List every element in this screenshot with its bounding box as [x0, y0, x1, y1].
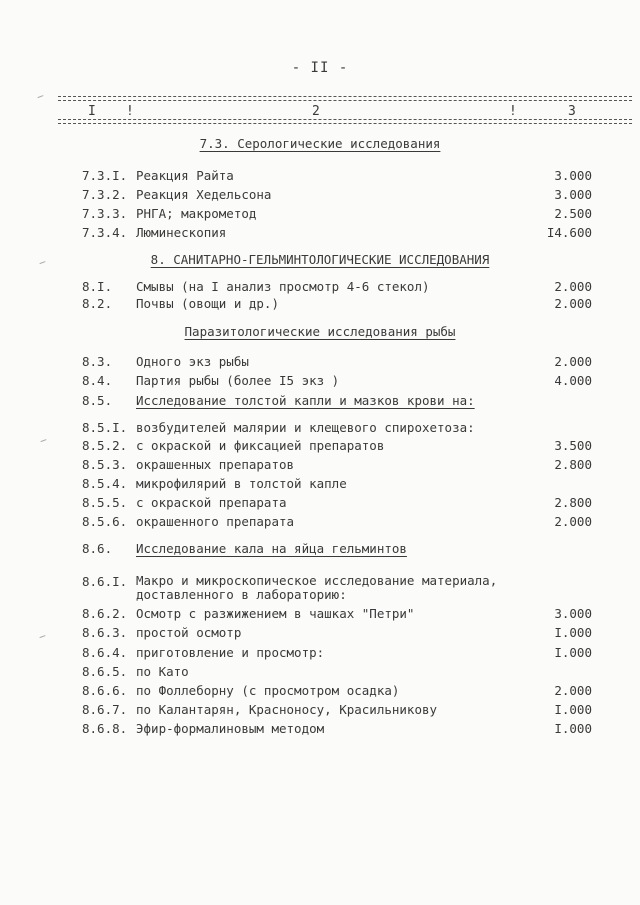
table-row [0, 683, 640, 701]
row-number: 8.5.2. [82, 438, 128, 453]
table-row [0, 702, 640, 720]
row-value: 3.000 [554, 168, 592, 183]
row-value: I4.600 [546, 225, 592, 240]
table-row [0, 206, 640, 224]
row-text-line-1: Макро и микроскопическое исследование материала, [136, 573, 498, 588]
row-number: 8.5.3. [82, 457, 128, 472]
row-text: по Като [136, 664, 189, 679]
table-row [0, 279, 640, 297]
row-text: окрашенного препарата [136, 514, 295, 529]
row-text-multiline [136, 574, 497, 602]
table-row [0, 393, 640, 411]
row-number: 8.5.I. [82, 420, 128, 435]
row-value: 4.000 [554, 373, 592, 388]
row-number: 8.5.4. [82, 476, 128, 491]
row-value: 2.000 [554, 354, 592, 369]
row-text-line-2: доставленного в лабораторию: [136, 587, 347, 602]
table-row [0, 296, 640, 314]
table-row [0, 514, 640, 532]
row-number: 8.2. [82, 296, 113, 311]
row-text: РНГА; макрометод [136, 206, 257, 221]
row-text: простой осмотр [136, 625, 242, 640]
row-number: 8.6.8. [82, 721, 128, 736]
table-row [0, 438, 640, 456]
row-text: Осмотр с разжижением в чашках "Петри" [136, 606, 415, 621]
row-number: 7.3.3. [82, 206, 128, 221]
table-row [0, 476, 640, 494]
row-value: I.000 [554, 625, 592, 640]
row-value: 3.000 [554, 187, 592, 202]
row-number: 7.3.I. [82, 168, 128, 183]
row-value: 2.800 [554, 495, 592, 510]
row-text: с окраской препарата [136, 495, 287, 510]
row-text: Люминескопия [136, 225, 227, 240]
header-col-3: 3 [568, 104, 576, 119]
header-sep-2: ! [509, 104, 517, 119]
row-text: Эфир-формалиновым методом [136, 721, 325, 736]
row-value: 3.500 [554, 438, 592, 453]
row-number: 7.3.4. [82, 225, 128, 240]
table-row [0, 625, 640, 643]
row-text: Реакция Хедельсона [136, 187, 272, 202]
header-col-1: I [88, 104, 96, 119]
section-serological: 7.3. Серологические исследования [199, 136, 441, 151]
table-row [0, 457, 640, 475]
row-number: 8.3. [82, 354, 113, 369]
row-value: 2.000 [554, 683, 592, 698]
row-value: 2.000 [554, 514, 592, 529]
row-text: Одного экз рыбы [136, 354, 249, 369]
section-sanitary-helminth: 8. САНИТАРНО-ГЕЛЬМИНТОЛОГИЧЕСКИЕ ИССЛЕДОВАНИЯ [150, 252, 490, 267]
table-row [0, 225, 640, 243]
page-number: - II - [291, 60, 349, 76]
table-row [0, 645, 640, 663]
row-text: Почвы (овощи и др.) [136, 296, 279, 311]
table-row [0, 420, 640, 438]
row-number: 8.6.6. [82, 683, 128, 698]
row-value: I.000 [554, 721, 592, 736]
table-row [0, 541, 640, 559]
section-fish-parasitology: Паразитологические исследования рыбы [184, 324, 456, 339]
row-text: окрашенных препаратов [136, 457, 295, 472]
row-text: возбудителей малярии и клещевого спирохетоза: [136, 420, 475, 435]
row-text: по Калантарян, Красноносу, Красильникову [136, 702, 438, 717]
row-number: 8.6.7. [82, 702, 128, 717]
row-number: 7.3.2. [82, 187, 128, 202]
row-number: 8.I. [82, 279, 113, 294]
header-rule-bottom [58, 119, 632, 120]
header-col-2: 2 [312, 104, 320, 119]
table-row [0, 168, 640, 186]
row-text: с окраской и фиксацией препаратов [136, 438, 385, 453]
row-number: 8.6. [82, 541, 113, 556]
header-rule-bottom-2 [58, 123, 632, 124]
row-text: микрофилярий в толстой капле [136, 476, 347, 491]
table-row [0, 664, 640, 682]
row-number: 8.5. [82, 393, 113, 408]
table-row [0, 606, 640, 624]
row-value: 2.000 [554, 296, 592, 311]
row-text: по Фоллеборну (с просмотром осадка) [136, 683, 400, 698]
row-text: Исследование толстой капли и мазков крови на: [136, 393, 475, 408]
row-value: 2.000 [554, 279, 592, 294]
header-rule-top [58, 96, 632, 97]
table-row [0, 373, 640, 391]
row-text: Партия рыбы (более I5 экз ) [136, 373, 340, 388]
row-text: приготовление и просмотр: [136, 645, 325, 660]
row-text: Реакция Райта [136, 168, 234, 183]
header-rule-top-2 [58, 100, 632, 101]
row-number: 8.4. [82, 373, 113, 388]
row-value: I.000 [554, 702, 592, 717]
row-number: 8.6.5. [82, 664, 128, 679]
row-number: 8.6.3. [82, 625, 128, 640]
row-value: I.000 [554, 645, 592, 660]
row-value: 2.500 [554, 206, 592, 221]
table-row [0, 721, 640, 739]
row-text: Смывы (на I анализ просмотр 4-6 стекол) [136, 279, 430, 294]
table-row [0, 495, 640, 513]
row-value: 3.000 [554, 606, 592, 621]
scan-speck [37, 95, 44, 101]
header-sep-1: ! [126, 104, 134, 119]
row-text: Исследование кала на яйца гельминтов [136, 541, 407, 556]
row-number: 8.5.5. [82, 495, 128, 510]
row-number: 8.6.I. [82, 574, 128, 589]
row-number: 8.6.4. [82, 645, 128, 660]
table-row [0, 187, 640, 205]
row-number: 8.6.2. [82, 606, 128, 621]
row-number: 8.5.6. [82, 514, 128, 529]
table-row [0, 354, 640, 372]
row-value: 2.800 [554, 457, 592, 472]
